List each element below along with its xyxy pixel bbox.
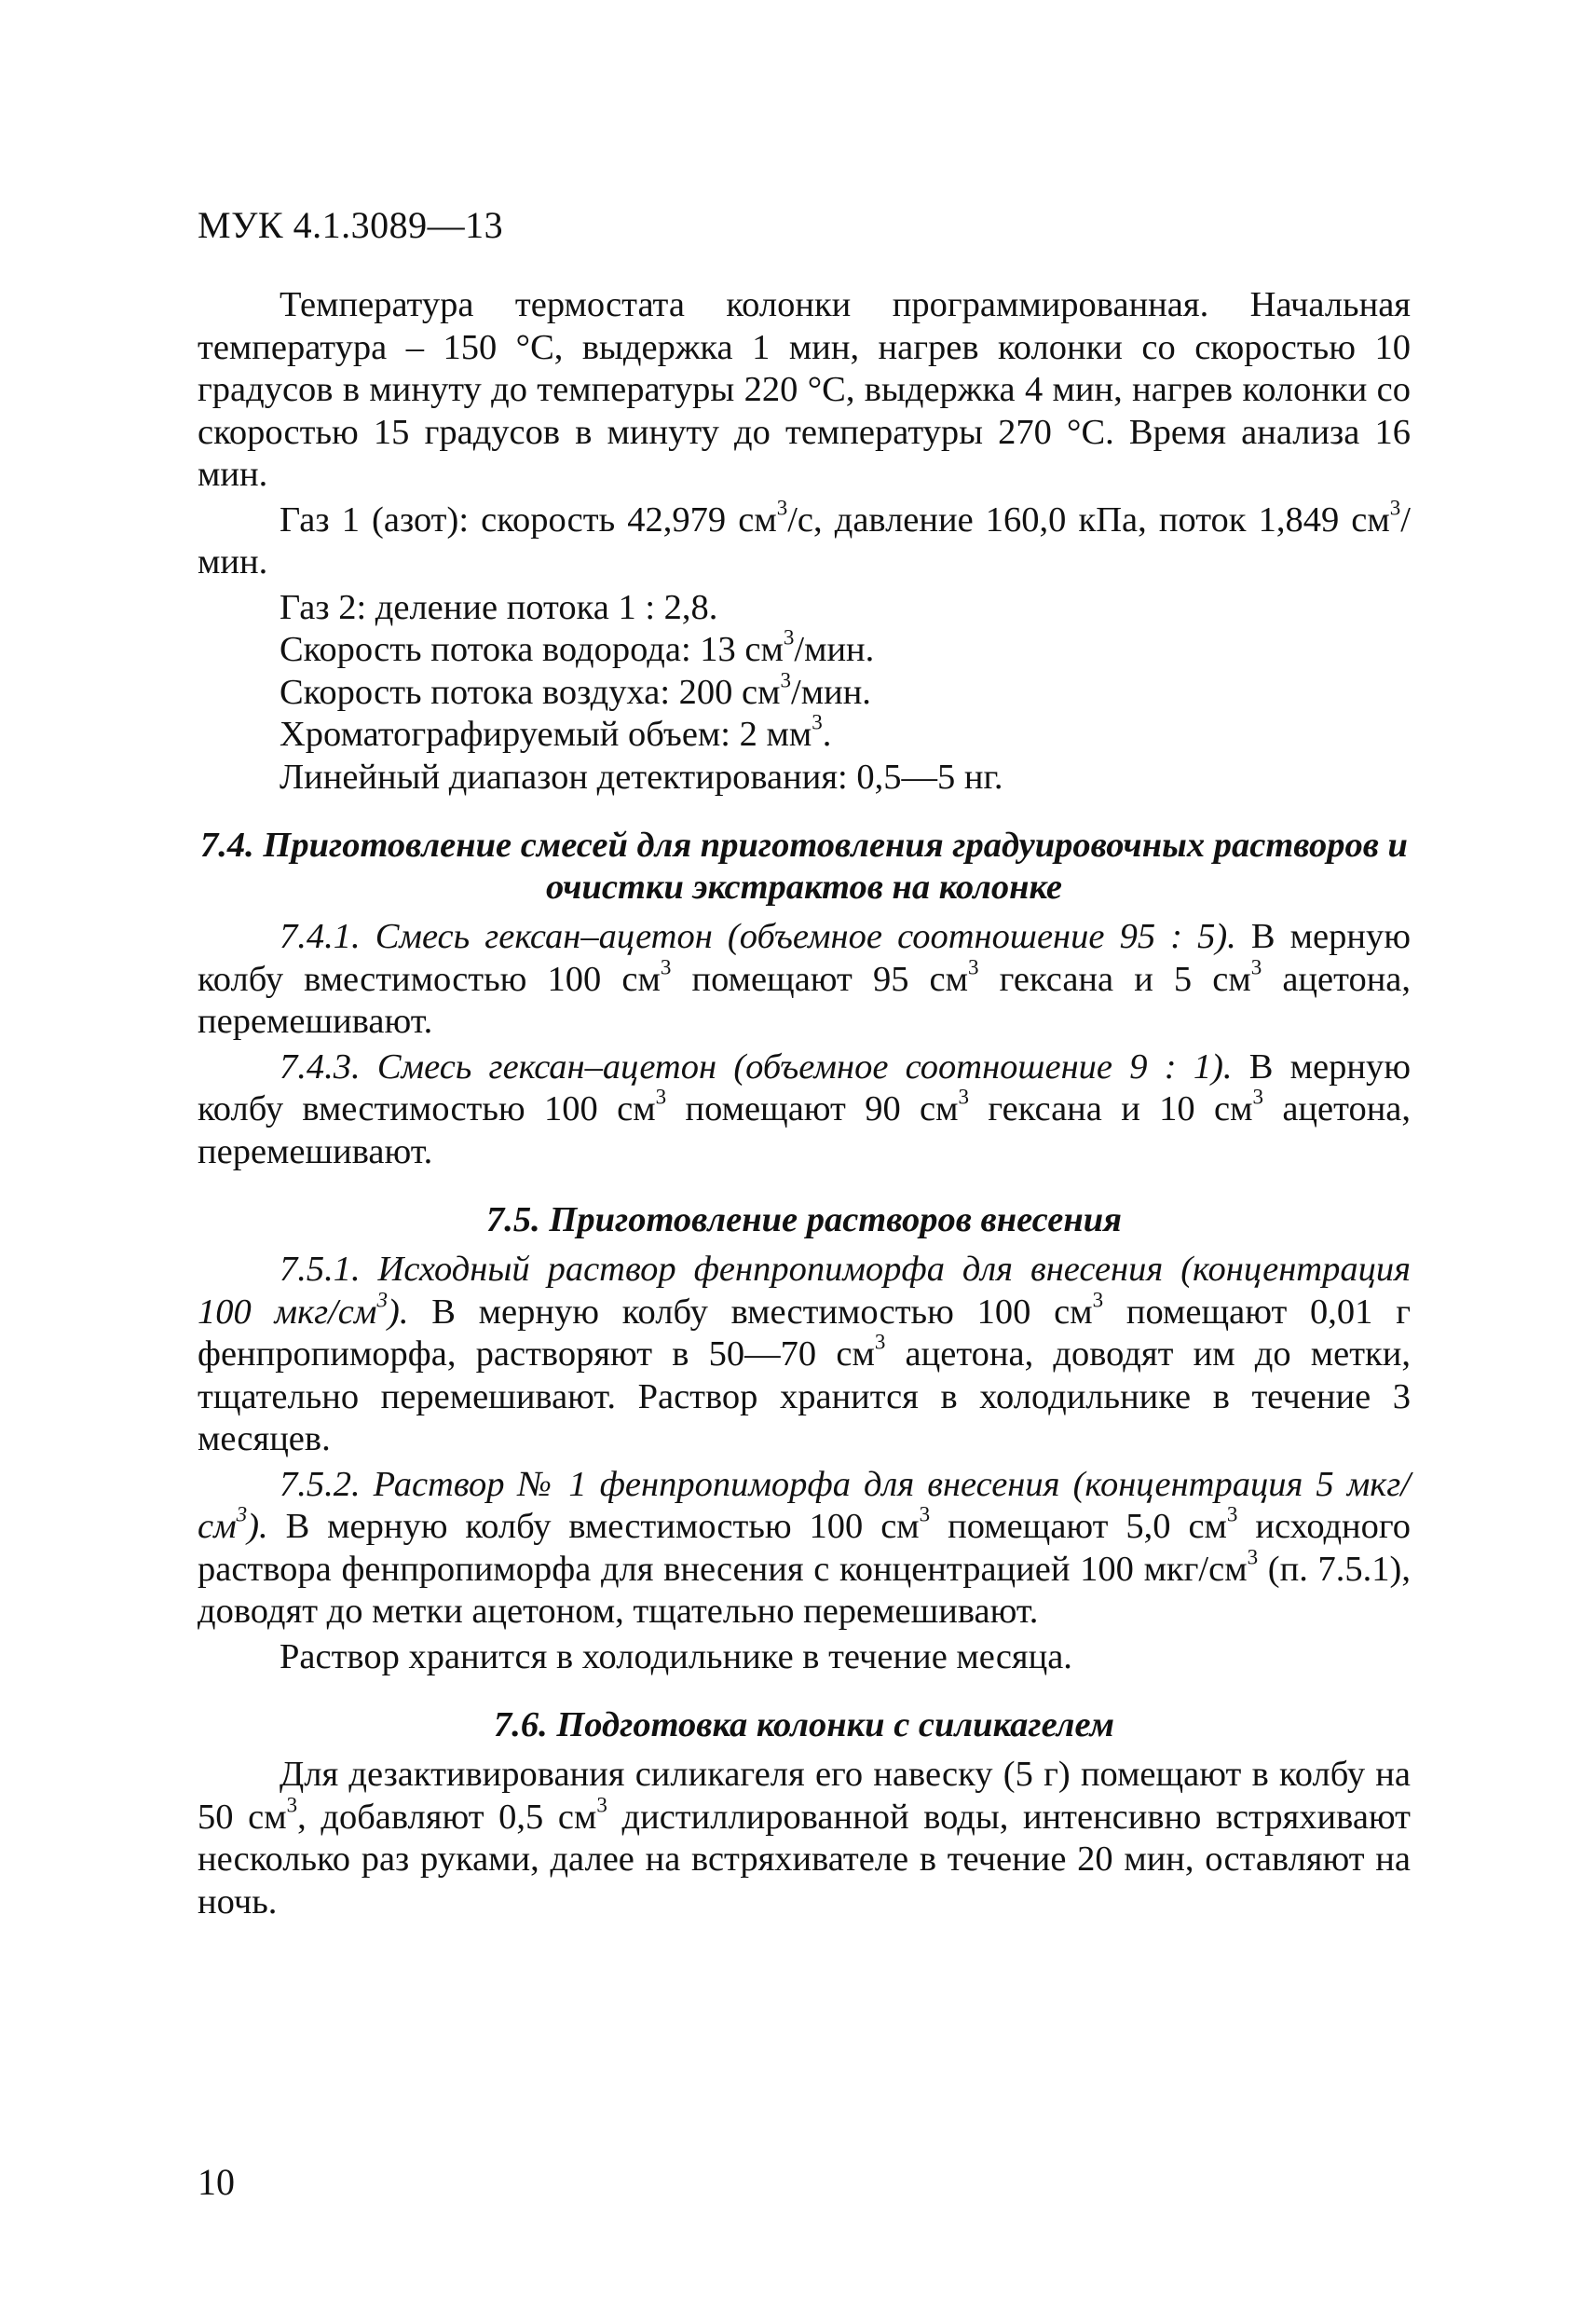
text: Для дезактивирования силикагеля его навеску (5 г) помещают в колбу на 50 см bbox=[198, 1755, 1411, 1837]
text: исходного раствора фенпропиморфа для внесения с концентрацией 100 мкг/см bbox=[198, 1507, 1411, 1589]
paragraph-air bbox=[198, 667, 1411, 715]
page-content bbox=[198, 284, 1411, 1923]
superscript: 3 bbox=[968, 954, 979, 979]
paragraph-7-6 bbox=[198, 1754, 1411, 1923]
text: гексана и 5 см bbox=[978, 959, 1251, 999]
superscript: 3 bbox=[776, 495, 788, 520]
superscript: 3 bbox=[780, 667, 792, 692]
text: ацетона, перемешивают. bbox=[198, 1089, 1412, 1171]
text: . bbox=[822, 715, 832, 754]
text: /с, давление 160,0 кПа, поток 1,849 см bbox=[787, 499, 1390, 540]
page-header: МУК 4.1.3089—13 bbox=[198, 204, 504, 246]
text: гексана и 10 см bbox=[969, 1089, 1253, 1128]
superscript: 3 bbox=[919, 1501, 931, 1526]
italic-text: 7.4.3. Смесь гексан–ацетон (объемное соотношение 9 : 1). bbox=[280, 1046, 1233, 1087]
text: помещают 0,01 г фенпропиморфа, растворяют в 50—70 см bbox=[198, 1292, 1411, 1374]
paragraph-gas2: Газ 2: деление потока 1 : 2,8. bbox=[280, 587, 718, 627]
text: Скорость потока воздуха: 200 см bbox=[280, 672, 781, 712]
italic-text: 7.4.1. Смесь гексан–ацетон (объемное соотношение 95 : 5). bbox=[280, 917, 1236, 956]
text: Хроматографируемый объем: 2 мм bbox=[280, 715, 812, 754]
heading-7-6: 7.6. Подготовка колонки с силикагелем bbox=[493, 1705, 1114, 1744]
superscript: 3 bbox=[1389, 495, 1401, 520]
text: В мерную колбу вместимостью 100 см bbox=[408, 1292, 1093, 1332]
text: /мин. bbox=[198, 499, 1411, 581]
heading-7-4: 7.4. Приготовление смесей для приготовления градуировочных растворов и очистки экстрактов на колонке bbox=[200, 826, 1408, 907]
superscript: 3 bbox=[596, 1792, 607, 1817]
paragraph-gas1 bbox=[198, 495, 1411, 584]
text: (п. 7.5.1), доводят до метки ацетоном, тщательно перемешивают. bbox=[198, 1549, 1411, 1631]
superscript: 3 bbox=[958, 1084, 970, 1109]
text: /мин. bbox=[794, 630, 875, 669]
italic-text: ). bbox=[247, 1507, 268, 1546]
paragraph-7-5-1 bbox=[198, 1249, 1411, 1461]
italic-text: 7.5.1. Исходный раствор фенпропиморфа для внесения (концентрация 100 мкг/см bbox=[198, 1250, 1411, 1332]
text: помещают 90 см bbox=[666, 1089, 959, 1128]
text: В мерную колбу вместимостью 100 см bbox=[198, 917, 1411, 999]
superscript: 3 bbox=[286, 1792, 298, 1817]
text: ацетона, перемешивают. bbox=[198, 959, 1412, 1041]
text: помещают 5,0 см bbox=[930, 1507, 1227, 1546]
text: дистиллированной воды, интенсивно встряхивают несколько раз руками, далее на встряхивателе в течение 20 мин, оставляют на ночь. bbox=[198, 1797, 1411, 1921]
superscript: 3 bbox=[874, 1329, 886, 1354]
paragraph-7-5-2-storage: Раствор хранится в холодильнике в течение месяца. bbox=[280, 1636, 1072, 1676]
text: , добавляют 0,5 см bbox=[297, 1797, 597, 1837]
text: В мерную колбу вместимостью 100 см bbox=[267, 1507, 920, 1546]
text: Скорость потока водорода: 13 см bbox=[280, 630, 784, 669]
paragraph-7-4-3 bbox=[198, 1046, 1411, 1174]
text: В мерную колбу вместимостью 100 см bbox=[198, 1046, 1411, 1128]
superscript: 3 bbox=[812, 709, 823, 734]
superscript: 3 bbox=[1092, 1287, 1104, 1312]
superscript: 3 bbox=[1247, 1544, 1259, 1569]
paragraph-range: Линейный диапазон детектирования: 0,5—5 нг. bbox=[280, 757, 1003, 797]
text: ацетона, доводят им до метки, тщательно перемешивают. Раствор хранится в холодильнике в течение 3 месяцев. bbox=[198, 1334, 1411, 1458]
paragraph-volume bbox=[198, 709, 1411, 757]
paragraph-hydrogen bbox=[198, 624, 1411, 672]
page-number: 10 bbox=[198, 2161, 235, 2203]
italic-text: ). bbox=[388, 1292, 409, 1332]
superscript: 3 bbox=[660, 954, 672, 979]
superscript: 3 bbox=[376, 1287, 389, 1312]
superscript: 3 bbox=[236, 1501, 248, 1526]
italic-text: 7.5.2. Раствор № 1 фенпропиморфа для внесения (концентрация 5 мкг/см bbox=[198, 1464, 1411, 1546]
superscript: 3 bbox=[1252, 1084, 1263, 1109]
paragraph-7-5-2 bbox=[198, 1464, 1411, 1634]
superscript: 3 bbox=[655, 1084, 667, 1109]
text: Газ 1 (азот): скорость 42,979 см bbox=[280, 499, 777, 540]
superscript: 3 bbox=[783, 624, 795, 650]
superscript: 3 bbox=[1226, 1501, 1238, 1526]
text: помещают 95 см bbox=[671, 959, 968, 999]
paragraph-7-4-1 bbox=[198, 916, 1411, 1044]
superscript: 3 bbox=[1250, 954, 1262, 979]
text: /мин. bbox=[791, 672, 871, 712]
paragraph-temperature: Температура термостата колонки программированная. Начальная температура – 150 °С, выдержка 1 мин, нагрев колонки со скоростью 10 градусов в минуту до температуры 220 °С, выдержка 4 мин, нагрев колонки со скоростью 15 градусов в минуту до температуры 270 °С. Время анализа 16 мин. bbox=[198, 285, 1411, 494]
heading-7-5: 7.5. Приготовление растворов внесения bbox=[486, 1200, 1122, 1239]
